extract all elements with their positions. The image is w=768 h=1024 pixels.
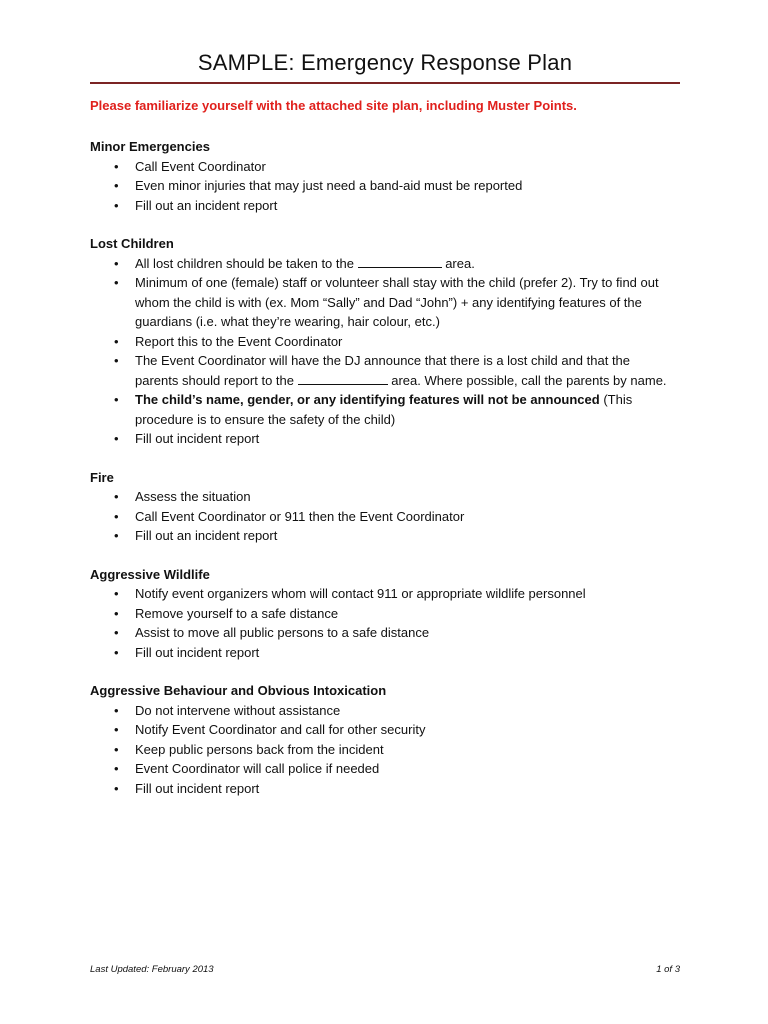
list-item: • Keep public persons back from the incident (90, 740, 670, 760)
bold-statement: The child’s name, gender, or any identifying features will not be announced (135, 392, 600, 407)
section-aggressive-behaviour (90, 681, 670, 798)
item-list (90, 157, 670, 216)
section-heading: Lost Children (90, 236, 174, 251)
list-item: • Call Event Coordinator (90, 157, 670, 177)
list-item: • Do not intervene without assistance (90, 701, 670, 721)
bullet-icon: • (114, 255, 119, 271)
site-plan-notice: Please familiarize yourself with the attached site plan, including Muster Points. (90, 98, 577, 113)
bullet-icon: • (114, 508, 119, 524)
bullet-icon: • (114, 702, 119, 718)
section-fire (90, 468, 670, 546)
list-item: • Minimum of one (female) staff or volunteer shall stay with the child (prefer 2). Try to find out whom the child is with (ex. Mom “Sally” and Dad “John”) + any identifying features of the guardians (i.e. what they’re wearing, hair colour, etc.) (114, 275, 659, 329)
list-item: • Fill out incident report (90, 779, 670, 799)
bullet-icon: • (114, 275, 119, 290)
page-title: SAMPLE: Emergency Response Plan (197, 50, 573, 75)
section-heading: Aggressive Wildlife (90, 566, 210, 582)
item-list (90, 584, 670, 662)
list-item: • Assist to move all public persons to a safe distance (90, 623, 670, 643)
list-item: • Event Coordinator will call police if needed (90, 759, 670, 779)
list-item: • Assess the situation (90, 487, 670, 507)
bullet-icon: • (114, 353, 119, 368)
section-heading: Fire (90, 469, 114, 485)
list-item: • Even minor injuries that may just need a band-aid must be reported (90, 176, 670, 196)
bullet-icon: • (114, 741, 119, 757)
bullet-icon: • (114, 178, 119, 193)
section-heading: Aggressive Behaviour and Obvious Intoxication (90, 683, 387, 698)
list-item: • Fill out an incident report (90, 526, 670, 546)
bullet-icon: • (114, 644, 119, 660)
item-list (90, 701, 670, 799)
list-item: • The Event Coordinator will have the DJ announce that there is a lost child and that the parents should report to the area. Where possible, call the parents by name. (114, 353, 667, 388)
bullet-icon: • (114, 625, 119, 640)
page-number: 1 of 3 (656, 964, 680, 975)
last-updated: Last Updated: February 2013 (90, 964, 214, 975)
section-lost-children (90, 234, 670, 449)
item-list (90, 487, 670, 546)
title-block (90, 48, 680, 84)
bullet-icon: • (114, 197, 119, 213)
bullet-icon: • (114, 431, 119, 446)
bullet-icon: • (114, 528, 119, 543)
list-item: • Fill out incident report (90, 643, 670, 663)
section-heading: Minor Emergencies (90, 139, 210, 154)
list-item: • Fill out incident report (90, 429, 670, 449)
list-item: • Report this to the Event Coordinator (90, 332, 670, 352)
list-item: • Call Event Coordinator or 911 then the Event Coordinator (90, 507, 670, 527)
fill-in-blank (298, 372, 388, 385)
bullet-icon: • (114, 586, 119, 601)
list-item: • All lost children should be taken to the area. (90, 254, 670, 274)
bullet-icon: • (114, 158, 119, 174)
bullet-icon: • (114, 761, 119, 776)
bullet-icon: • (114, 333, 119, 349)
bullet-icon: • (114, 392, 119, 407)
bullet-icon: • (114, 780, 119, 796)
section-aggressive-wildlife (90, 565, 670, 663)
sections-container (90, 137, 670, 817)
item-list (90, 254, 670, 449)
bullet-icon: • (114, 605, 119, 621)
section-minor-emergencies (90, 137, 670, 215)
list-item: • Notify event organizers whom will contact 911 or appropriate wildlife personnel (90, 584, 670, 604)
list-item: • The child’s name, gender, or any identifying features will not be announced (This procedure is to ensure the safety of the child) (114, 392, 633, 427)
list-item: • Fill out an incident report (90, 196, 670, 216)
list-item: • Remove yourself to a safe distance (90, 604, 670, 624)
bullet-icon: • (114, 489, 119, 504)
fill-in-blank (358, 255, 442, 268)
list-item: • Notify Event Coordinator and call for other security (90, 720, 670, 740)
bullet-icon: • (114, 722, 119, 737)
